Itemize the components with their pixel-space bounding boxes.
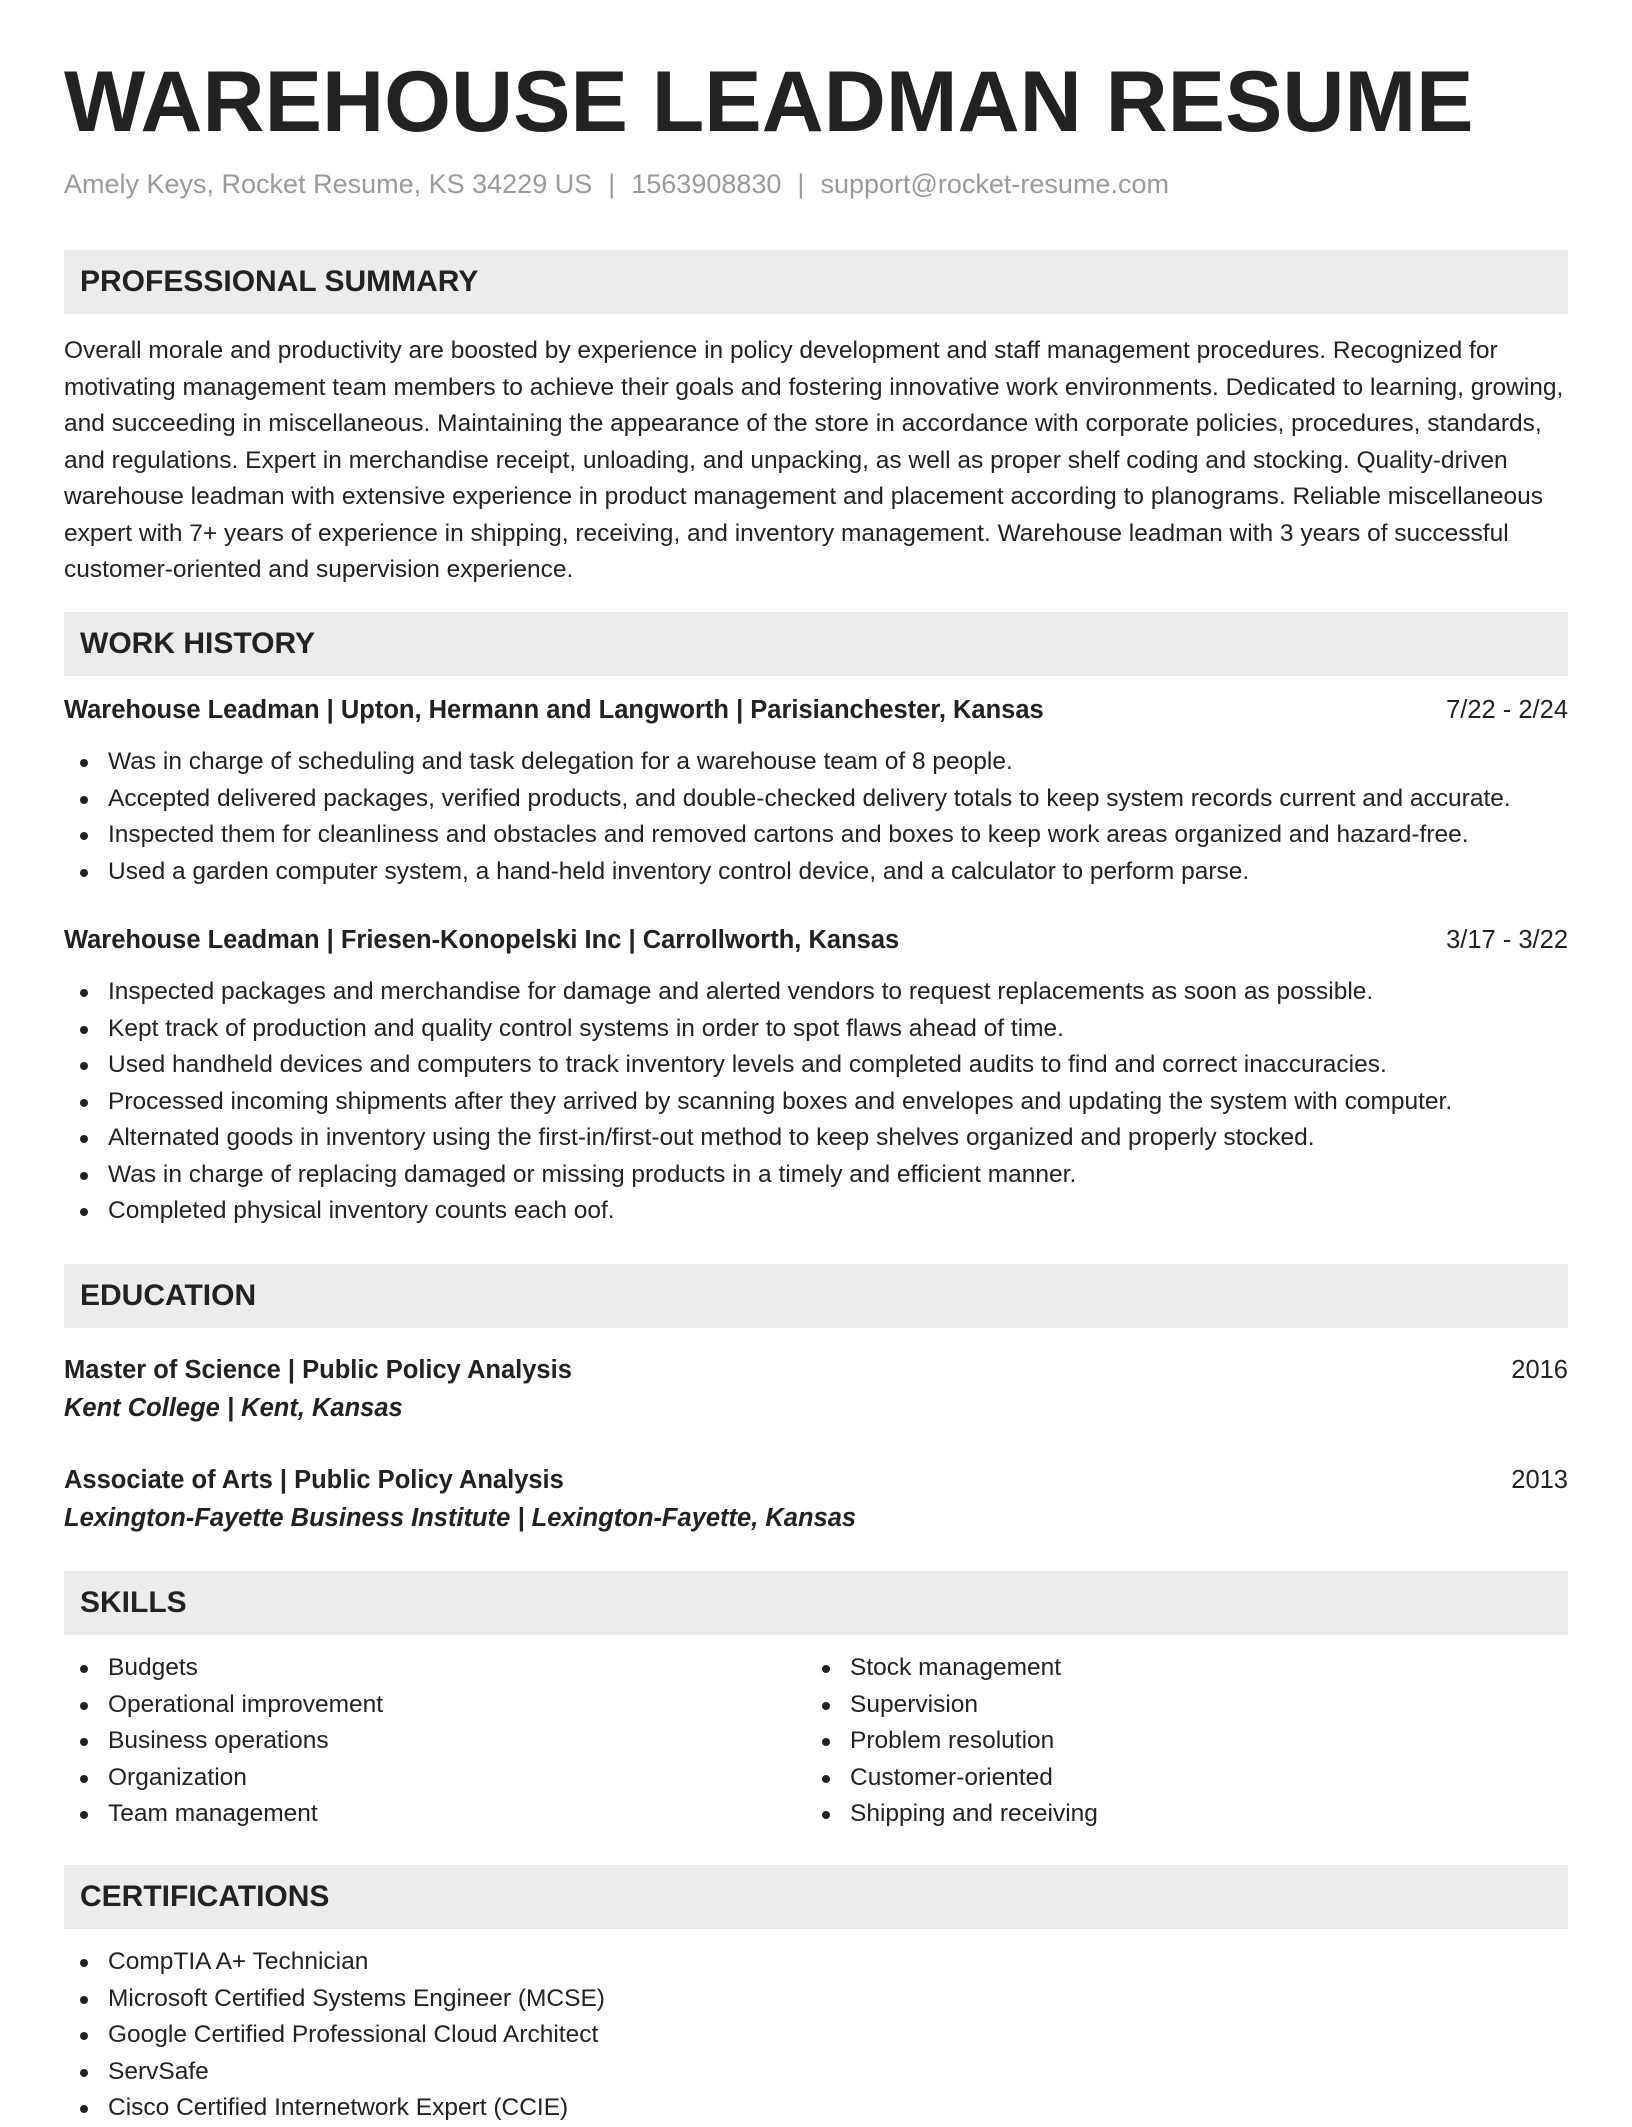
- certification-item: ServSafe: [64, 2054, 605, 2091]
- certification-item: Google Certified Professional Cloud Architect: [64, 2017, 605, 2054]
- education-school: Lexington-Fayette Business Institute | Lexington-Fayette, Kansas: [64, 1504, 857, 1532]
- skill-item: Budgets: [64, 1650, 383, 1687]
- job-dates: 7/22 - 2/24: [1446, 696, 1568, 724]
- list-item: Inspected them for cleanliness and obstacles and removed cartons and boxes to keep work areas organized and hazard-free.: [64, 817, 1511, 854]
- job-title: Warehouse Leadman | Upton, Hermann and Langworth | Parisianchester, Kansas: [64, 696, 1044, 724]
- list-item: Processed incoming shipments after they arrived by scanning boxes and envelopes and updating the system with computer.: [64, 1084, 1452, 1121]
- skill-item: Customer-oriented: [806, 1760, 1098, 1797]
- job-title: Warehouse Leadman | Friesen-Konopelski Inc | Carrollworth, Kansas: [64, 926, 900, 954]
- certification-item: Cisco Certified Internetwork Expert (CCIE): [64, 2090, 605, 2127]
- skill-item: Shipping and receiving: [806, 1796, 1098, 1833]
- education-year: 2013: [1511, 1466, 1568, 1494]
- education-degree-row: [64, 1352, 1568, 1388]
- contact-line: [64, 164, 1169, 204]
- education-degree-row: [64, 1462, 1568, 1498]
- skills-list-right: [806, 1650, 1098, 1833]
- education-school: Kent College | Kent, Kansas: [64, 1394, 403, 1422]
- job-bullets: [64, 744, 1511, 890]
- certifications-heading: CERTIFICATIONS: [64, 1865, 1568, 1929]
- contact-email: support@rocket-resume.com: [820, 169, 1169, 199]
- contact-phone: 1563908830: [631, 169, 782, 199]
- skill-item: Business operations: [64, 1723, 383, 1760]
- education-degree: Master of Science | Public Policy Analysis: [64, 1356, 572, 1384]
- work-history-heading: WORK HISTORY: [64, 612, 1568, 676]
- skill-item: Supervision: [806, 1687, 1098, 1724]
- summary-text: Overall morale and productivity are boosted by experience in policy development and staff management procedures. Recognized for motivating management team members to achieve their goals and fostering innovative work environments. Dedicated to learning, growing, and succeeding in miscellaneous. Maintaining the appearance of the store in accordance with corporate policies, procedures, standards, and regulations. Expert in merchandise receipt, unloading, and unpacking, as well as proper shelf coding and stocking. Quality-driven warehouse leadman with extensive experience in product management and placement according to planograms. Reliable miscellaneous expert with 7+ years of experience in shipping, receiving, and inventory management. Warehouse leadman with 3 years of successful customer-oriented and supervision experience.: [64, 337, 1564, 583]
- list-item: Accepted delivered packages, verified products, and double-checked delivery totals to keep system records current and accurate.: [64, 781, 1511, 818]
- job-header: [64, 922, 1568, 958]
- list-item: Completed physical inventory counts each oof.: [64, 1193, 1452, 1230]
- contact-separator: |: [608, 169, 616, 199]
- resume-title: WAREHOUSE LEADMAN RESUME: [64, 54, 1474, 150]
- job-bullets: [64, 974, 1452, 1230]
- education-heading: EDUCATION: [64, 1264, 1568, 1328]
- skill-item: Problem resolution: [806, 1723, 1098, 1760]
- contact-separator: |: [797, 169, 805, 199]
- list-item: Alternated goods in inventory using the first-in/first-out method to keep shelves organized and properly stocked.: [64, 1120, 1452, 1157]
- skills-heading: SKILLS: [64, 1571, 1568, 1635]
- job-dates: 3/17 - 3/22: [1446, 926, 1568, 954]
- skill-item: Stock management: [806, 1650, 1098, 1687]
- list-item: Was in charge of replacing damaged or missing products in a timely and efficient manner.: [64, 1157, 1452, 1194]
- skill-item: Organization: [64, 1760, 383, 1797]
- education-degree: Associate of Arts | Public Policy Analysis: [64, 1466, 564, 1494]
- contact-address: Amely Keys, Rocket Resume, KS 34229 US: [64, 169, 593, 199]
- job-header: [64, 692, 1568, 728]
- list-item: Inspected packages and merchandise for damage and alerted vendors to request replacements as soon as possible.: [64, 974, 1452, 1011]
- skill-item: Team management: [64, 1796, 383, 1833]
- list-item: Used handheld devices and computers to track inventory levels and completed audits to find and correct inaccuracies.: [64, 1047, 1452, 1084]
- list-item: Was in charge of scheduling and task delegation for a warehouse team of 8 people.: [64, 744, 1511, 781]
- list-item: Used a garden computer system, a hand-held inventory control device, and a calculator to perform parse.: [64, 854, 1511, 891]
- skills-list-left: [64, 1650, 383, 1833]
- list-item: Kept track of production and quality control systems in order to spot flaws ahead of time.: [64, 1011, 1452, 1048]
- certifications-list: [64, 1944, 605, 2127]
- skill-item: Operational improvement: [64, 1687, 383, 1724]
- certification-item: CompTIA A+ Technician: [64, 1944, 605, 1981]
- certification-item: Microsoft Certified Systems Engineer (MCSE): [64, 1981, 605, 2018]
- summary-heading: PROFESSIONAL SUMMARY: [64, 250, 1568, 314]
- education-year: 2016: [1511, 1356, 1568, 1384]
